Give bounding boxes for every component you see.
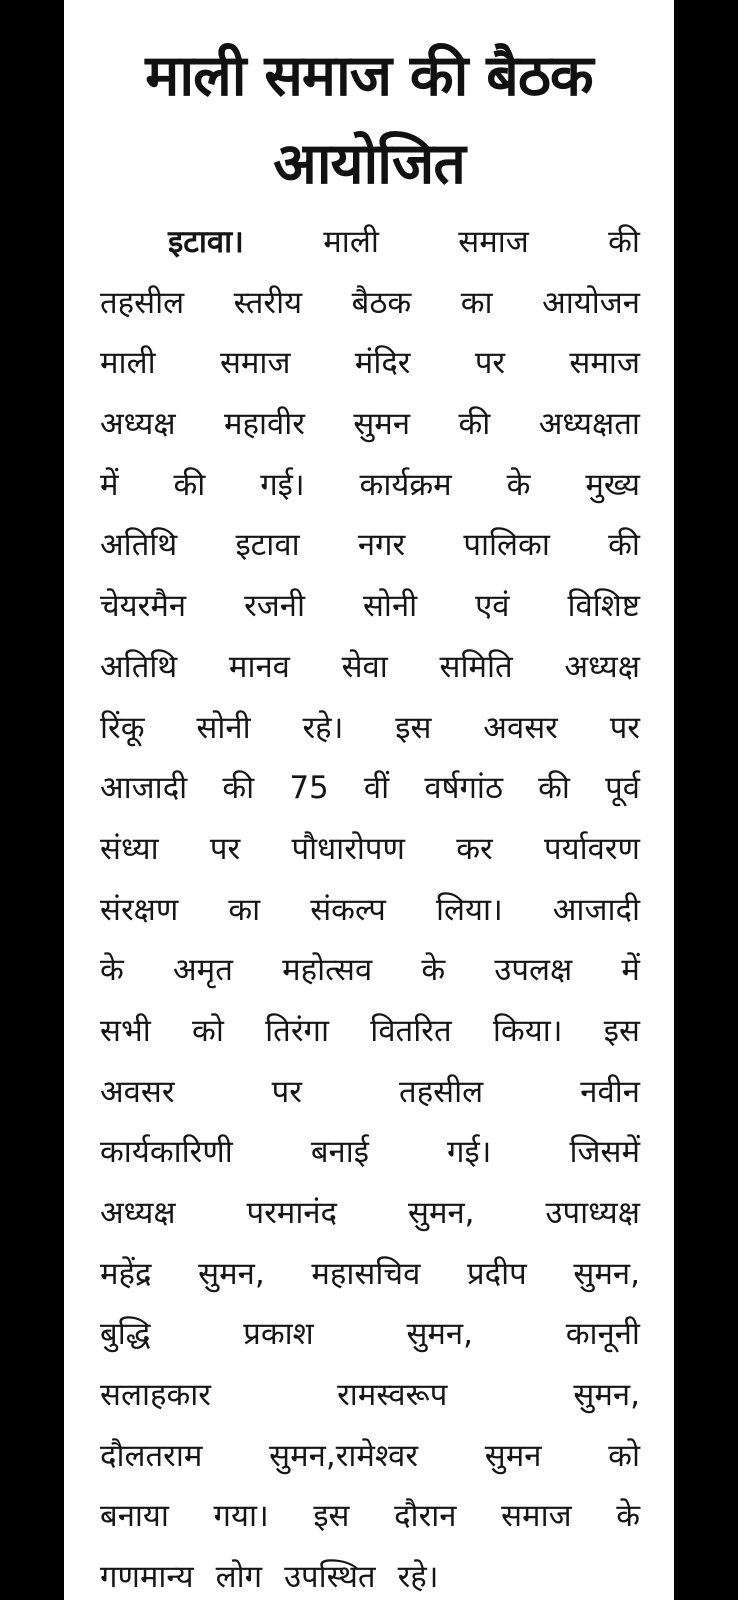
body-word: की xyxy=(538,770,570,807)
body-line xyxy=(100,576,640,637)
body-word: पर्यावरण xyxy=(544,830,640,867)
body-word: प्रदीप xyxy=(466,1255,527,1292)
body-word: अध्यक्ष xyxy=(100,406,176,443)
body-line xyxy=(100,1001,640,1062)
body-word: उपलक्ष xyxy=(494,952,573,989)
body-word: संध्या xyxy=(100,830,159,867)
body-word: 75 xyxy=(289,770,329,807)
body-word: पौधारोपण xyxy=(291,830,405,867)
body-word: प्रकाश xyxy=(243,1316,314,1353)
body-word: गणमान्य xyxy=(100,1559,194,1596)
body-word: समिति xyxy=(439,648,513,685)
body-word: आयोजन xyxy=(542,284,640,321)
body-word: आजादी xyxy=(100,770,188,807)
body-word: रामस्वरूप xyxy=(337,1377,448,1414)
body-line xyxy=(100,212,640,273)
body-word: इस xyxy=(313,1498,350,1535)
body-word: मुख्य xyxy=(585,466,640,503)
body-word: का xyxy=(460,284,493,321)
body-word: संरक्षण xyxy=(100,891,179,928)
article-headline xyxy=(64,32,674,208)
body-word: में xyxy=(621,952,640,989)
body-word: सुमन, xyxy=(573,1255,640,1292)
body-word: समाज xyxy=(219,345,291,382)
body-word: के xyxy=(616,1498,640,1535)
body-word: इस xyxy=(603,1012,640,1049)
body-word: के xyxy=(421,952,446,989)
body-word: गया। xyxy=(213,1498,269,1535)
body-word: दौलतराम xyxy=(100,1437,203,1474)
body-word: पर xyxy=(271,1073,302,1110)
body-word: सुमन, xyxy=(406,1316,473,1353)
body-word: सभी xyxy=(100,1012,151,1049)
body-word: सोनी xyxy=(196,709,251,746)
body-word: तहसील xyxy=(100,284,185,321)
body-line xyxy=(100,1304,640,1365)
body-line xyxy=(100,880,640,941)
body-word: परमानंद xyxy=(246,1195,338,1231)
body-word: तहसील xyxy=(399,1073,484,1110)
body-word: लिया। xyxy=(435,891,503,928)
body-line xyxy=(100,637,640,698)
body-word: का xyxy=(228,891,261,928)
body-word: जिसमें xyxy=(569,1134,640,1171)
body-word: सुमन, xyxy=(198,1255,265,1292)
body-word: अमृत xyxy=(173,952,233,989)
body-word: रहे। xyxy=(397,1559,439,1596)
body-word: दौरान xyxy=(394,1498,457,1535)
body-word: अतिथि xyxy=(100,527,178,564)
body-line xyxy=(100,698,640,759)
body-word: को xyxy=(608,1437,640,1474)
body-word: रजनी xyxy=(244,588,305,625)
body-word: कार्यक्रम xyxy=(359,466,452,503)
body-word: सुमन xyxy=(353,406,411,443)
body-line xyxy=(100,515,640,576)
body-word: सोनी xyxy=(362,588,418,625)
body-word: के xyxy=(100,952,124,989)
body-word: सेवा xyxy=(341,648,388,685)
body-word: की xyxy=(608,224,640,260)
body-word: आजादी xyxy=(552,891,640,928)
body-word: उपस्थित xyxy=(284,1559,376,1596)
body-word: पालिका xyxy=(463,527,550,564)
body-word: नगर xyxy=(357,527,406,564)
body-word: सुमन, xyxy=(407,1195,475,1231)
body-word: रिंकू xyxy=(100,709,145,746)
body-word: किया। xyxy=(492,1012,563,1049)
body-word: महेंद्र xyxy=(100,1255,152,1292)
body-word: महावीर xyxy=(223,406,305,443)
body-word: समाज xyxy=(458,224,529,260)
body-word: वितरित xyxy=(370,1012,452,1049)
body-word: पूर्व xyxy=(605,770,640,807)
body-word: की xyxy=(173,466,206,503)
body-word: को xyxy=(192,1012,224,1049)
body-word: सलाहकार xyxy=(100,1377,211,1414)
body-word: समाज xyxy=(569,345,640,382)
body-word: अध्यक्ष xyxy=(564,648,640,685)
body-word: सुमन,रामेश्वर xyxy=(269,1437,419,1474)
body-line xyxy=(100,1365,640,1426)
body-line xyxy=(100,394,640,455)
news-clipping xyxy=(64,0,674,1600)
body-word: समाज xyxy=(501,1498,572,1535)
body-word: पर xyxy=(609,709,640,746)
body-word: अवसर xyxy=(483,709,558,746)
body-word: लोग xyxy=(215,1559,263,1596)
body-word: स्तरीय xyxy=(233,284,303,321)
body-line xyxy=(100,455,640,516)
body-line xyxy=(100,940,640,1001)
body-word: महासचिव xyxy=(311,1255,421,1292)
body-line xyxy=(100,273,640,334)
body-line xyxy=(100,1183,640,1244)
body-line xyxy=(100,1062,640,1123)
body-word: इटावा xyxy=(235,527,300,564)
dateline: इटावा। xyxy=(168,224,244,260)
body-line xyxy=(100,1244,640,1305)
body-word: की xyxy=(458,406,491,443)
body-word: वर्षगांठ xyxy=(424,770,503,807)
body-word: अध्यक्ष xyxy=(100,1195,176,1231)
body-word: मानव xyxy=(228,648,290,685)
body-word: माली xyxy=(100,345,156,382)
body-word: गई। xyxy=(447,1134,492,1171)
body-line xyxy=(100,758,640,819)
body-word: अध्यक्षता xyxy=(538,406,640,443)
body-word: अवसर xyxy=(100,1073,175,1110)
body-word: बुद्धि xyxy=(100,1316,151,1353)
body-word: कार्यकारिणी xyxy=(100,1134,233,1171)
body-word: अतिथि xyxy=(100,648,178,685)
body-word: पर xyxy=(209,830,241,867)
body-line xyxy=(100,1426,640,1487)
body-word: पर xyxy=(474,345,506,382)
body-word: मंदिर xyxy=(354,345,411,382)
body-word: कानूनी xyxy=(565,1316,640,1353)
body-word: बनाई xyxy=(310,1134,369,1171)
headline-line-2: आयोजित xyxy=(273,131,465,197)
body-word: महोत्सव xyxy=(282,952,373,989)
body-word: बनाया xyxy=(100,1498,169,1535)
body-word: तिरंगा xyxy=(265,1012,330,1049)
body-word: कर xyxy=(456,830,493,867)
body-word: एवं xyxy=(475,588,510,625)
body-word: वीं xyxy=(363,770,390,807)
body-word: माली xyxy=(323,224,379,260)
body-line xyxy=(100,1122,640,1183)
body-word: उपाध्यक्ष xyxy=(545,1195,640,1231)
body-word: सुमन, xyxy=(573,1377,640,1414)
body-word: नवीन xyxy=(580,1073,640,1110)
body-word: बैठक xyxy=(351,284,412,321)
body-word: रहे। xyxy=(302,709,344,746)
body-word: की xyxy=(222,770,255,807)
body-word: चेयरमैन xyxy=(100,588,187,625)
body-line xyxy=(100,1547,640,1600)
headline-line-1: माली समाज की बैठक xyxy=(145,43,593,109)
body-word: विशिष्ट xyxy=(567,588,640,625)
body-line xyxy=(100,1486,640,1547)
article-body xyxy=(100,212,640,1600)
body-word: संकल्प xyxy=(310,891,386,928)
body-word: इस xyxy=(395,709,432,746)
body-line xyxy=(100,333,640,394)
body-line xyxy=(100,819,640,880)
body-word: गई। xyxy=(260,466,305,503)
body-word: सुमन xyxy=(484,1437,542,1474)
body-word: में xyxy=(100,466,119,503)
body-word: के xyxy=(506,466,531,503)
body-word: की xyxy=(608,527,640,564)
